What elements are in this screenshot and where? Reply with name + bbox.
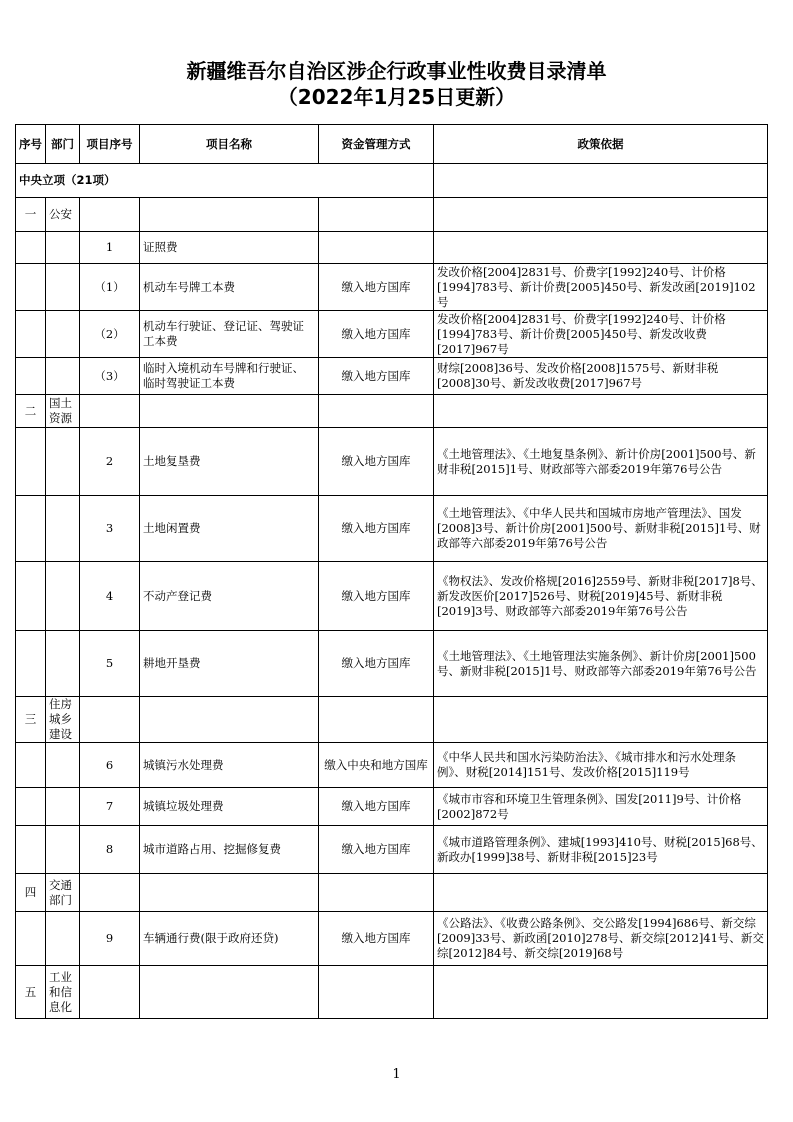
name-cell (140, 198, 319, 232)
name-cell: 车辆通行费(限于政府还贷) (140, 912, 319, 966)
item-no-cell (80, 966, 140, 1019)
name-cell: 机动车号牌工本费 (140, 264, 319, 311)
name-cell: 城镇垃圾处理费 (140, 788, 319, 826)
col-header-policy: 政策依据 (434, 125, 768, 164)
item-no-cell: 7 (80, 788, 140, 826)
fund-cell: 缴入地方国库 (319, 264, 434, 311)
seq-cell (16, 788, 46, 826)
fund-cell: 缴入地方国库 (319, 358, 434, 395)
policy-cell: 《土地管理法》、《土地复垦条例》、新计价房[2001]500号、新财非税[2015]1号、财政部等六部委2019年第76号公告 (434, 428, 768, 496)
fund-cell: 缴入地方国库 (319, 562, 434, 631)
name-cell: 城镇污水处理费 (140, 743, 319, 788)
name-cell: 临时入境机动车号牌和行驶证、临时驾驶证工本费 (140, 358, 319, 395)
policy-cell: 《城市道路管理条例》、建城[1993]410号、财税[2015]68号、新政办[1999]38号、新财非税[2015]23号 (434, 826, 768, 874)
seq-cell (16, 428, 46, 496)
table-row (16, 912, 768, 966)
item-no-cell (80, 874, 140, 912)
policy-cell: 《土地管理法》、《中华人民共和国城市房地产管理法》、国发[2008]3号、新计价房[2001]500号、新财非税[2015]1号、财政部等六部委2019年第76号公告 (434, 496, 768, 562)
seq-cell (16, 631, 46, 697)
table-row (16, 395, 768, 428)
dept-cell (46, 631, 80, 697)
policy-cell (434, 697, 768, 743)
fund-cell: 缴入地方国库 (319, 912, 434, 966)
policy-cell (434, 395, 768, 428)
item-no-cell: （2） (80, 311, 140, 358)
table-row (16, 311, 768, 358)
dept-cell: 交通部门 (46, 874, 80, 912)
table-row (16, 198, 768, 232)
dept-cell (46, 788, 80, 826)
seq-cell: 三 (16, 697, 46, 743)
item-no-cell: 1 (80, 232, 140, 264)
seq-cell (16, 826, 46, 874)
policy-cell: 财综[2008]36号、发改价格[2008]1575号、新财非税[2008]30号、新发改收费[2017]967号 (434, 358, 768, 395)
dept-cell (46, 311, 80, 358)
dept-cell: 住房城乡建设 (46, 697, 80, 743)
fund-cell: 缴入地方国库 (319, 496, 434, 562)
item-no-cell: 3 (80, 496, 140, 562)
seq-cell (16, 743, 46, 788)
table-header-row (16, 125, 768, 164)
seq-cell (16, 264, 46, 311)
dept-cell (46, 826, 80, 874)
seq-cell: 五 (16, 966, 46, 1019)
policy-cell: 发改价格[2004]2831号、价费字[1992]240号、计价格[1994]783号、新计价费[2005]450号、新发改函[2019]102号 (434, 264, 768, 311)
table-row (16, 826, 768, 874)
policy-cell: 《城市市容和环境卫生管理条例》、国发[2011]9号、计价格[2002]872号 (434, 788, 768, 826)
dept-cell (46, 264, 80, 311)
table-row (16, 428, 768, 496)
table-row (16, 232, 768, 264)
fund-cell: 缴入地方国库 (319, 428, 434, 496)
dept-cell (46, 496, 80, 562)
fee-table (15, 124, 768, 1019)
name-cell (140, 395, 319, 428)
item-no-cell: 8 (80, 826, 140, 874)
section-empty-cell (434, 164, 768, 198)
section-row (16, 164, 768, 198)
seq-cell (16, 562, 46, 631)
title-block (0, 58, 793, 110)
fund-cell: 缴入地方国库 (319, 788, 434, 826)
policy-cell: 《土地管理法》、《土地管理法实施条例》、新计价房[2001]500号、新财非税[2015]1号、财政部等六部委2019年第76号公告 (434, 631, 768, 697)
item-no-cell: 2 (80, 428, 140, 496)
seq-cell (16, 912, 46, 966)
seq-cell (16, 232, 46, 264)
dept-cell (46, 743, 80, 788)
item-no-cell (80, 198, 140, 232)
page-subtitle: （2022年1月25日更新） (277, 85, 516, 109)
name-cell (140, 874, 319, 912)
dept-cell (46, 358, 80, 395)
table-row (16, 264, 768, 311)
item-no-cell (80, 697, 140, 743)
fund-cell: 缴入中央和地方国库 (319, 743, 434, 788)
fund-cell: 缴入地方国库 (319, 826, 434, 874)
name-cell: 机动车行驶证、登记证、驾驶证工本费 (140, 311, 319, 358)
table-row (16, 874, 768, 912)
policy-cell: 发改价格[2004]2831号、价费字[1992]240号、计价格[1994]783号、新计价费[2005]450号、新发改收费[2017]967号 (434, 311, 768, 358)
policy-cell (434, 232, 768, 264)
fund-cell (319, 395, 434, 428)
table-row (16, 743, 768, 788)
section-label: 中央立项（21项） (16, 164, 434, 198)
col-header-dept: 部门 (46, 125, 80, 164)
dept-cell: 公安 (46, 198, 80, 232)
policy-cell (434, 966, 768, 1019)
table-row (16, 697, 768, 743)
table-row (16, 358, 768, 395)
col-header-item-no: 项目序号 (80, 125, 140, 164)
item-no-cell (80, 395, 140, 428)
name-cell (140, 966, 319, 1019)
col-header-fund: 资金管理方式 (319, 125, 434, 164)
dept-cell (46, 428, 80, 496)
table-row (16, 631, 768, 697)
page-number: 1 (392, 1067, 401, 1082)
table-row (16, 788, 768, 826)
fund-cell (319, 966, 434, 1019)
name-cell: 证照费 (140, 232, 319, 264)
col-header-seq: 序号 (16, 125, 46, 164)
fund-cell: 缴入地方国库 (319, 631, 434, 697)
seq-cell: 二 (16, 395, 46, 428)
item-no-cell: 5 (80, 631, 140, 697)
policy-cell: 《物权法》、发改价格规[2016]2559号、新财非税[2017]8号、新发改医价[2017]526号、财税[2019]45号、新财非税[2019]3号、财政部等六部委2019年第76号公告 (434, 562, 768, 631)
fund-cell: 缴入地方国库 (319, 311, 434, 358)
seq-cell (16, 311, 46, 358)
name-cell: 土地闲置费 (140, 496, 319, 562)
fund-cell (319, 874, 434, 912)
dept-cell (46, 912, 80, 966)
fund-cell (319, 198, 434, 232)
name-cell: 不动产登记费 (140, 562, 319, 631)
item-no-cell: 4 (80, 562, 140, 631)
item-no-cell: 9 (80, 912, 140, 966)
dept-cell (46, 562, 80, 631)
name-cell: 土地复垦费 (140, 428, 319, 496)
name-cell: 耕地开垦费 (140, 631, 319, 697)
table-row (16, 966, 768, 1019)
name-cell (140, 697, 319, 743)
fund-cell (319, 232, 434, 264)
seq-cell: 四 (16, 874, 46, 912)
item-no-cell: 6 (80, 743, 140, 788)
item-no-cell: （1） (80, 264, 140, 311)
dept-cell (46, 232, 80, 264)
seq-cell (16, 496, 46, 562)
policy-cell: 《中华人民共和国水污染防治法》、《城市排水和污水处理条例》、财税[2014]151号、发改价格[2015]119号 (434, 743, 768, 788)
dept-cell: 工业和信息化 (46, 966, 80, 1019)
dept-cell: 国土资源 (46, 395, 80, 428)
name-cell: 城市道路占用、挖掘修复费 (140, 826, 319, 874)
page-title: 新疆维吾尔自治区涉企行政事业性收费目录清单 (186, 59, 607, 83)
policy-cell (434, 198, 768, 232)
policy-cell (434, 874, 768, 912)
seq-cell: 一 (16, 198, 46, 232)
seq-cell (16, 358, 46, 395)
fund-cell (319, 697, 434, 743)
table-row (16, 496, 768, 562)
item-no-cell: （3） (80, 358, 140, 395)
policy-cell: 《公路法》、《收费公路条例》、交公路发[1994]686号、新交综[2009]33号、新政函[2010]278号、新交综[2012]41号、新交综[2012]84号、新交综[2019]68号 (434, 912, 768, 966)
col-header-name: 项目名称 (140, 125, 319, 164)
table-row (16, 562, 768, 631)
